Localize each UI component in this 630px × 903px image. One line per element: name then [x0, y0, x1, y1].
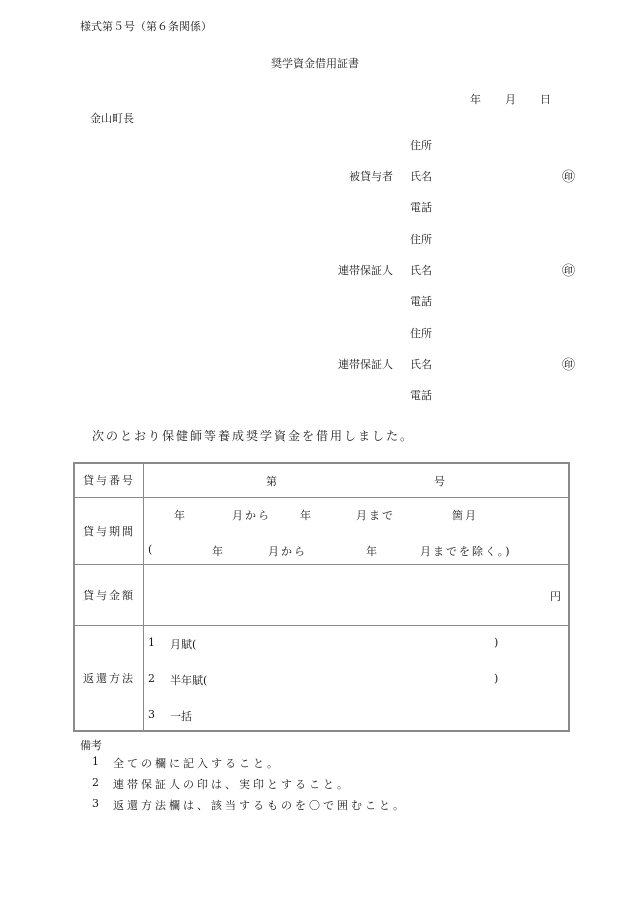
- date-month-label: 月: [505, 93, 516, 106]
- repayment-method-row: [74, 625, 569, 731]
- remarks-title: 備考: [80, 739, 102, 752]
- exclusion-month-to: 月までを除く。): [420, 544, 512, 558]
- exclusion-year-to: 年: [366, 544, 377, 558]
- loan-amount-unit: 円: [550, 589, 561, 603]
- guarantor1-phone-label: 電話: [410, 295, 432, 308]
- repayment-option-2-number: 2: [148, 671, 155, 685]
- guarantor2-name-label: 氏名: [410, 358, 432, 371]
- guarantor2-phone-label: 電話: [410, 389, 432, 402]
- statement: 次のとおり保健師等養成奨学資金を借用しました。: [92, 429, 415, 443]
- remark-3-number: 3: [92, 797, 99, 810]
- loan-period-row: [74, 497, 569, 564]
- loan-number-row: [74, 463, 569, 497]
- borrower-role: 被貸与者: [349, 170, 393, 183]
- borrower-name-label: 氏名: [410, 170, 432, 183]
- period-months: 箇月: [452, 508, 478, 522]
- loan-amount-label: 貸与金額: [74, 564, 144, 625]
- borrower-phone-label: 電話: [410, 201, 432, 214]
- repayment-option-1-close: ): [494, 635, 499, 649]
- period-year-from: 年: [174, 508, 185, 522]
- loan-number-prefix: 第: [266, 475, 277, 488]
- repayment-option-3-text: 一括: [170, 709, 192, 723]
- loan-number-label: 貸与番号: [74, 463, 144, 497]
- repayment-method-label: 返還方法: [74, 625, 144, 731]
- remark-1-number: 1: [92, 755, 99, 768]
- repayment-option-1-number: 1: [148, 635, 155, 649]
- guarantor1-name-label: 氏名: [410, 264, 432, 277]
- loan-details-table: [73, 462, 570, 732]
- exclusion-open-paren: (: [148, 542, 153, 556]
- guarantor2-seal-icon: ㊞: [562, 358, 576, 373]
- borrower-seal-icon: ㊞: [562, 170, 576, 185]
- borrower-address-label: 住所: [410, 139, 432, 152]
- repayment-option-1-text: 月賦(: [170, 637, 197, 651]
- period-year-to: 年: [300, 508, 311, 522]
- loan-number-suffix: 号: [434, 475, 445, 488]
- loan-period-field: [144, 497, 570, 564]
- period-month-to: 月まで: [356, 508, 395, 522]
- loan-period-label: 貸与期間: [74, 497, 144, 564]
- exclusion-year-from: 年: [212, 544, 223, 558]
- period-month-from: 月から: [232, 508, 271, 522]
- repayment-option-2-text: 半年賦(: [170, 673, 208, 687]
- guarantor1-seal-icon: ㊞: [562, 264, 576, 279]
- addressee: 金山町長: [90, 112, 134, 125]
- repayment-option-2-close: ): [494, 671, 499, 685]
- repayment-option-3-number: 3: [148, 707, 155, 721]
- remark-2-text: 連帯保証人の印は、実印とすること。: [113, 778, 351, 791]
- guarantor1-role: 連帯保証人: [338, 264, 393, 277]
- remark-1-text: 全ての欄に記入すること。: [113, 757, 281, 770]
- document-title: 奨学資金借用証書: [271, 57, 359, 70]
- date-day-label: 日: [540, 93, 551, 106]
- loan-number-field: [144, 463, 570, 497]
- repayment-method-field: [144, 625, 570, 731]
- guarantor2-role: 連帯保証人: [338, 358, 393, 371]
- remark-2-number: 2: [92, 776, 99, 789]
- date-year-label: 年: [470, 93, 481, 106]
- loan-amount-row: [74, 564, 569, 625]
- remark-3-text: 返還方法欄は、該当するものを〇で囲むこと。: [113, 799, 407, 812]
- guarantor2-address-label: 住所: [410, 327, 432, 340]
- form-number: 様式第５号（第６条関係）: [80, 20, 212, 33]
- loan-amount-field: [144, 564, 570, 625]
- exclusion-month-from: 月から: [268, 544, 307, 558]
- guarantor1-address-label: 住所: [410, 233, 432, 246]
